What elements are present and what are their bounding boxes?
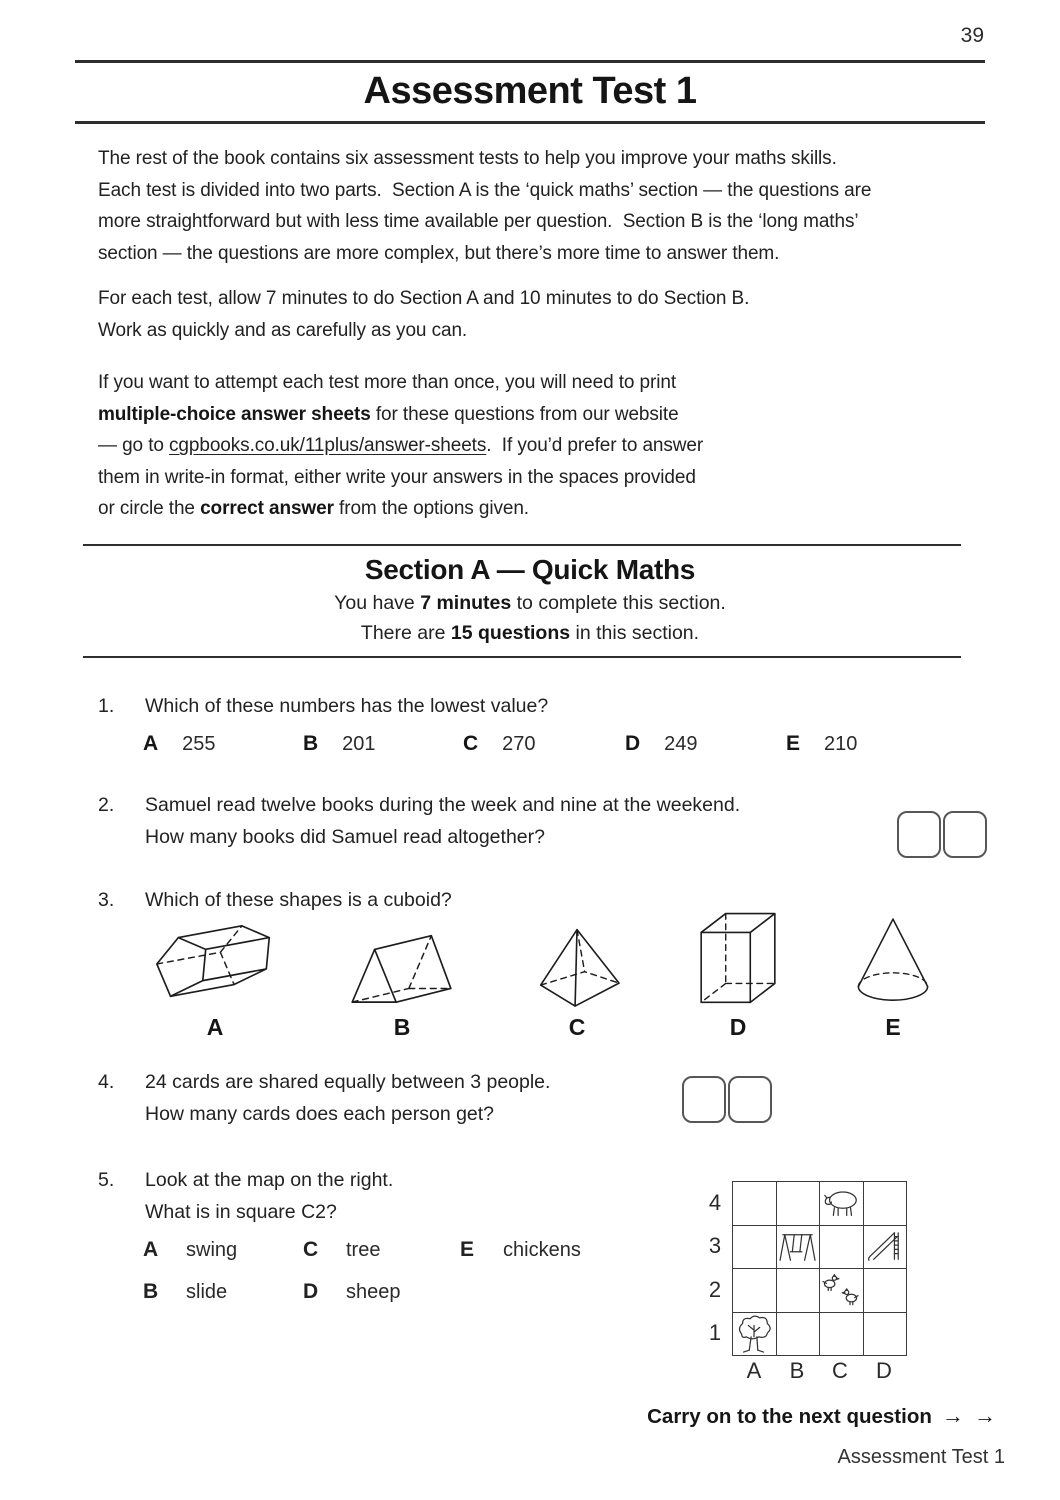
shape-label: D [729, 1014, 747, 1040]
sheep-icon [821, 1188, 861, 1218]
question-number: 1. [98, 695, 115, 717]
intro-text: If you want to attempt each test more than once, you will need to print [98, 372, 677, 393]
question-2-answer-boxes [897, 811, 987, 858]
shape-label: C [568, 1014, 586, 1040]
question-text: Samuel read twelve books during the week and nine at the weekend. How many books did Samuel read altogether? [145, 794, 741, 848]
intro-paragraph-3 [98, 367, 998, 525]
map-cell-c1 [820, 1313, 864, 1357]
cone-shape [852, 914, 934, 1008]
next-page-arrows-icon: → → [941, 1403, 998, 1428]
map-cell-c3 [820, 1226, 864, 1270]
title-rule-bottom [75, 121, 985, 124]
option-a: A swing [143, 1238, 238, 1261]
intro-text: The rest of the book contains six assessment tests to help you improve your maths skills. [98, 148, 837, 169]
option-b: B 201 [303, 732, 376, 755]
question-number: 3. [98, 889, 115, 911]
shape-option-b [342, 902, 462, 1042]
square-pyramid-shape [531, 922, 623, 1008]
question-1 [98, 690, 548, 722]
footer-test-label: Assessment Test 1 [837, 1446, 1005, 1468]
intro-paragraph-1 [98, 143, 998, 269]
map-cell-a3 [733, 1226, 777, 1270]
map-col-label: D [876, 1358, 892, 1383]
map-row-label: 4 [708, 1190, 722, 1215]
bold-answer-sheets: multiple-choice answer sheets [98, 403, 371, 425]
pentagonal-prism-shape [149, 920, 281, 1008]
option-e: E 210 [786, 732, 858, 755]
option-c: C tree [303, 1238, 381, 1261]
tree-icon [735, 1314, 773, 1354]
question-4-answer-boxes [682, 1076, 772, 1123]
question-1-options [143, 732, 983, 762]
intro-text: — go to cgpbooks.co.uk/11plus/answer-sheets. If you’d prefer to answer [98, 435, 704, 456]
map-cell-b4 [777, 1182, 821, 1226]
intro-text: more straightforward but with less time available per question. Section B is the ‘long maths’ [98, 211, 859, 232]
shape-label: A [206, 1014, 224, 1040]
map-col-label: B [789, 1358, 805, 1383]
shape-option-d [688, 902, 788, 1042]
carry-on-note: Carry on to the next question → → [647, 1403, 998, 1428]
answer-box[interactable] [682, 1076, 726, 1123]
slide-icon [866, 1230, 904, 1264]
map-cell-c4 [820, 1182, 864, 1226]
shape-option-a [140, 902, 290, 1042]
question-5 [98, 1164, 393, 1228]
map-grid [732, 1181, 907, 1356]
swing-icon [778, 1230, 818, 1264]
shape-option-c [522, 902, 632, 1042]
chickens-icon [821, 1273, 861, 1307]
intro-text: multiple-choice answer sheets for these questions from our website [98, 403, 679, 425]
map-cell-a2 [733, 1269, 777, 1313]
answer-box[interactable] [728, 1076, 772, 1123]
question-5-options-row-2 [143, 1280, 703, 1310]
map-col-label: C [832, 1358, 848, 1383]
question-text: Which of these shapes is a cuboid? [145, 889, 452, 911]
map-cell-c2 [820, 1269, 864, 1313]
map-row-label: 2 [708, 1277, 722, 1302]
answer-sheets-url: cgpbooks.co.uk/11plus/answer-sheets [169, 435, 487, 456]
question-2 [98, 789, 740, 853]
cuboid-shape [695, 906, 781, 1008]
intro-paragraph-2 [98, 283, 998, 346]
triangular-prism-shape [347, 924, 457, 1008]
shape-option-e [843, 902, 943, 1042]
option-c: C 270 [463, 732, 536, 755]
map-col-label: A [746, 1358, 762, 1383]
page-title: Assessment Test 1 [363, 70, 697, 112]
section-heading: Section A — Quick Maths [364, 554, 696, 585]
intro-text: Work as quickly and as carefully as you can. [98, 319, 468, 341]
section-rule-bottom [83, 656, 961, 658]
question-number: 2. [98, 794, 115, 816]
question-number: 4. [98, 1071, 115, 1093]
question-3-shapes [0, 902, 1060, 1042]
question-4 [98, 1066, 550, 1130]
answer-box[interactable] [897, 811, 941, 858]
bold-correct-answer: correct answer [200, 498, 334, 519]
section-count-note: There are 15 questions in this section. [360, 622, 700, 644]
map-cell-b1 [777, 1313, 821, 1357]
option-e: E chickens [460, 1238, 581, 1261]
shape-label: B [393, 1014, 411, 1040]
option-a: A 255 [143, 732, 216, 755]
question-number: 5. [98, 1169, 115, 1191]
map-cell-b2 [777, 1269, 821, 1313]
map-cell-d1 [864, 1313, 908, 1357]
intro-text: section — the questions are more complex, but there’s more time to answer them. [98, 242, 780, 264]
map-cell-d3 [864, 1226, 908, 1270]
option-d: D 249 [625, 732, 698, 755]
map-cell-a4 [733, 1182, 777, 1226]
intro-text: Each test is divided into two parts. Section A is the ‘quick maths’ section — the questions are [98, 179, 872, 201]
map-cell-a1 [733, 1313, 777, 1357]
map-cell-d4 [864, 1182, 908, 1226]
map-row-label: 1 [708, 1320, 722, 1345]
map-row-label: 3 [708, 1233, 722, 1258]
page-number: 39 [960, 24, 984, 47]
answer-box[interactable] [943, 811, 987, 858]
intro-text: For each test, allow 7 minutes to do Section A and 10 minutes to do Section B. [98, 288, 750, 309]
section-rule-top [83, 544, 961, 546]
question-text: Which of these numbers has the lowest value? [145, 695, 549, 717]
question-5-options-row-1 [143, 1238, 703, 1268]
option-d: D sheep [303, 1280, 401, 1303]
map-cell-d2 [864, 1269, 908, 1313]
shape-label: E [885, 1014, 901, 1040]
title-rule-top [75, 60, 985, 63]
section-time-note: You have 7 minutes to complete this section. [334, 592, 726, 614]
question-text: 24 cards are shared equally between 3 people. How many cards does each person get? [145, 1071, 551, 1125]
option-b: B slide [143, 1280, 228, 1303]
intro-text: or circle the correct answer from the options given. [98, 498, 529, 519]
map-cell-b3 [777, 1226, 821, 1270]
question-text: Look at the map on the right. What is in square C2? [145, 1169, 394, 1223]
intro-text: them in write-in format, either write your answers in the spaces provided [98, 466, 696, 488]
